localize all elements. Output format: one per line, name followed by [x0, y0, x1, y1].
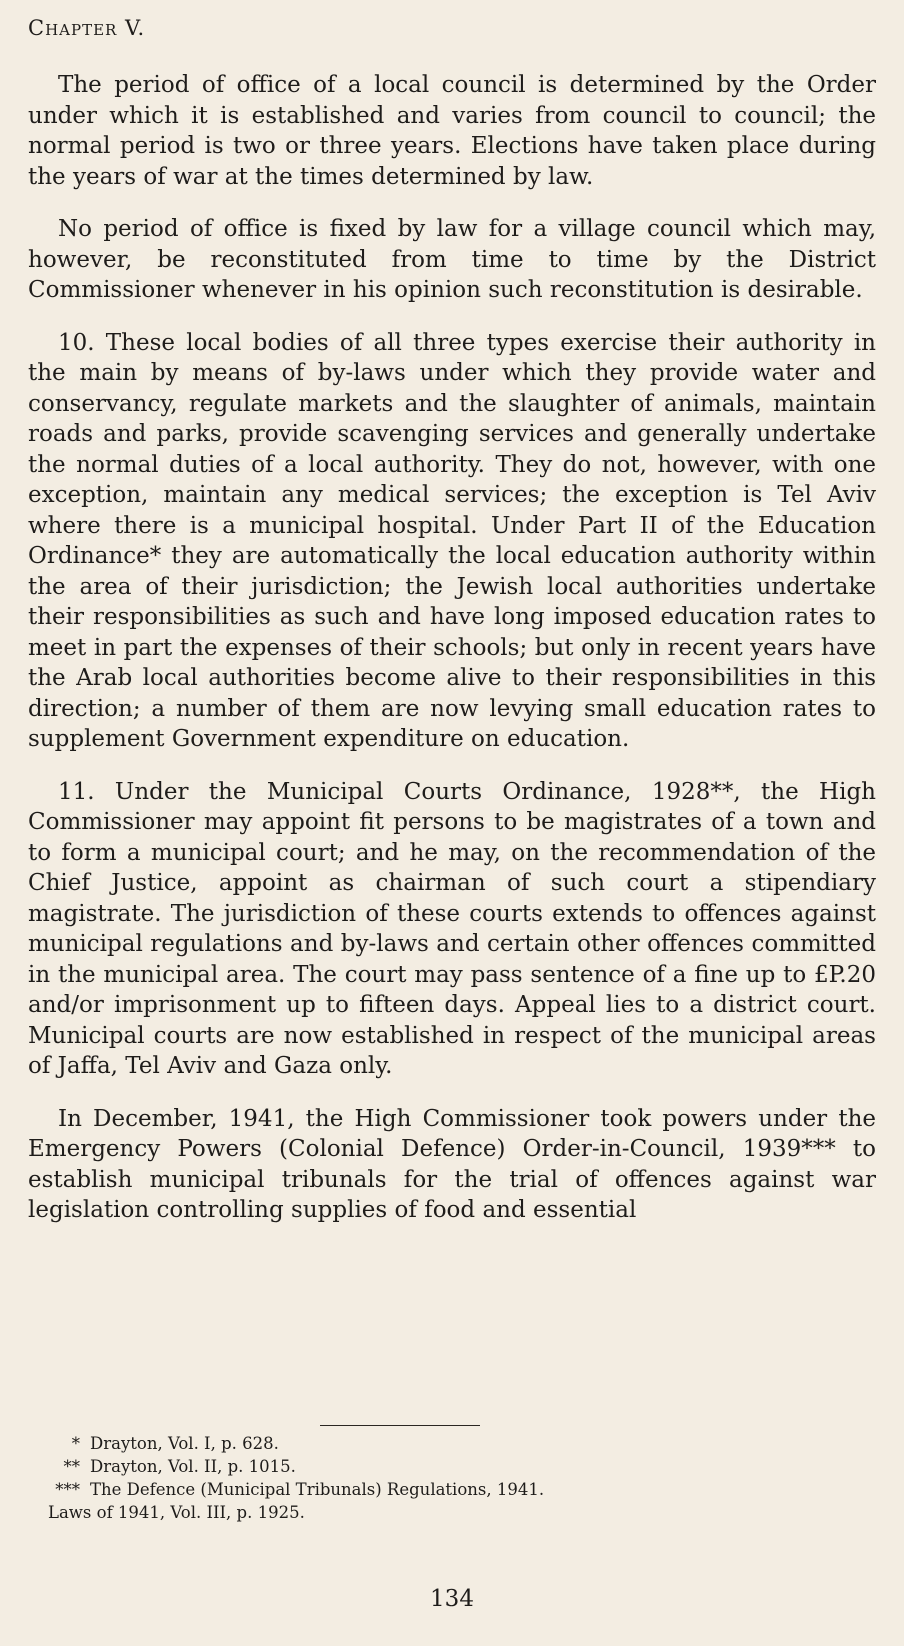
footnote-divider	[320, 1425, 480, 1426]
paragraph-11-municipal-courts: 11. Under the Municipal Courts Ordinance, 1928**, the High Commissioner may appoint fit persons to be magistrates of a town and to form a municipal court; and he may, on the recommendation of the Chief Justice, appoint as chairman of such court a stipendiary magistrate. The jurisdiction of these courts extends to offences against municipal regulations and by-laws and certain other offences committed in the municipal area. The court may pass sentence of a fine up to £P.20 and/or imprisonment up to fifteen days. Appeal lies to a district court. Municipal courts are now established in respect of the municipal areas of Jaffa, Tel Aviv and Gaza only.	[28, 778, 876, 1079]
footnote-2-text: Drayton, Vol. II, p. 1015.	[90, 1457, 296, 1476]
footnote-1-text: Drayton, Vol. I, p. 628.	[90, 1434, 279, 1453]
paragraph-office-period: The period of office of a local council is determined by the Order under which it is established and varies from council to council; the normal period is two or three years. Elections have taken place during the years of war at the times determined by law.	[28, 72, 876, 190]
body-text	[28, 70, 876, 1242]
footnote-1	[48, 1432, 544, 1455]
footnote-2	[48, 1455, 544, 1478]
footnote-3-continuation: Laws of 1941, Vol. III, p. 1925.	[48, 1503, 305, 1522]
chapter-heading: Chapter V.	[28, 16, 146, 40]
footnote-3-mark: ***	[55, 1480, 80, 1499]
paragraph-village-council: No period of office is fixed by law for a village council which may, however, be reconstituted from time to time by the District Commissioner whenever in his opinion such reconstitution is desirable.	[28, 216, 876, 303]
paragraph-municipal-tribunals: In December, 1941, the High Commissioner took powers under the Emergency Powers (Colonial Defence) Order-in-Council, 1939*** to establish municipal tribunals for the trial of offences against war legislation controlling supplies of food and essential	[28, 1105, 876, 1223]
footnote-3-text: The Defence (Municipal Tribunals) Regulations, 1941.	[90, 1480, 545, 1499]
page-number: 134	[430, 1586, 474, 1612]
footnote-3	[48, 1478, 544, 1501]
paragraph-10-authority: 10. These local bodies of all three types exercise their authority in the main by means of by-laws under which they provide water and conservancy, regulate markets and the slaughter of animals, maintain roads and parks, provide scavenging services and generally undertake the normal duties of a local authority. They do not, however, with one exception, maintain any medical services; the exception is Tel Aviv where there is a municipal hospital. Under Part II of the Education Ordinance* they are automatically the local education authority within the area of their jurisdiction; the Jewish local authorities undertake their responsibilities as such and have long imposed education rates to meet in part the expenses of their schools; but only in recent years have the Arab local authorities become alive to their responsibilities in this direction; a number of them are now levying small education rates to supplement Government expenditure on education.	[28, 329, 876, 752]
footnote-1-mark: *	[71, 1434, 80, 1453]
footnote-2-mark: **	[63, 1457, 80, 1476]
footnotes	[48, 1432, 544, 1524]
